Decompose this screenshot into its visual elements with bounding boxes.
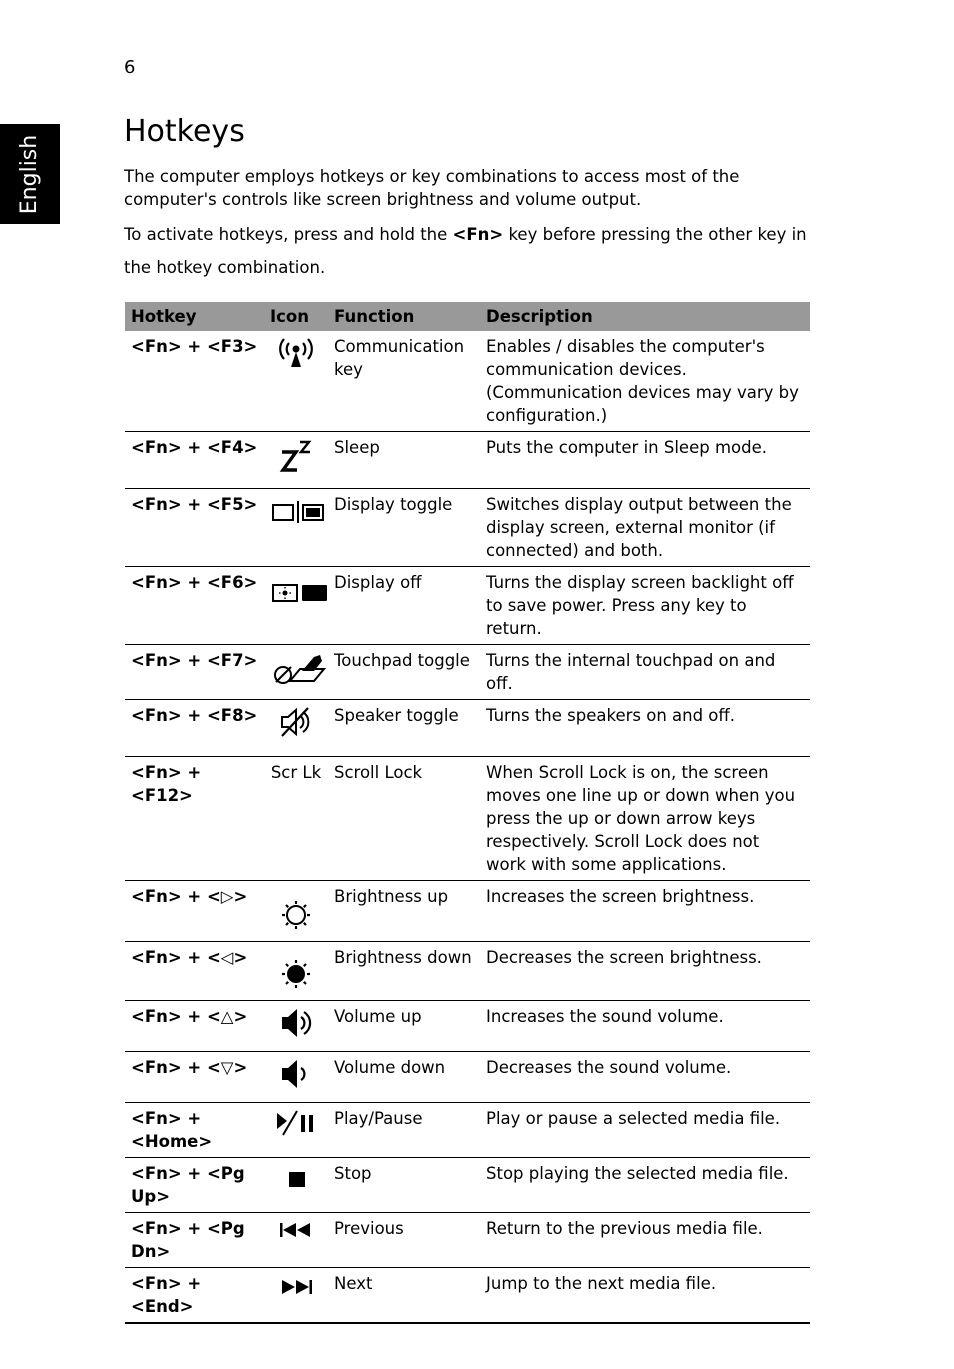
brightness-up-icon — [276, 885, 316, 931]
function-cell: Brightness up — [328, 881, 480, 942]
hotkey-cell: <Fn> + <◁> — [125, 942, 264, 1001]
previous-icon — [274, 1217, 318, 1243]
hotkey-cell: <Fn> + <F3> — [125, 331, 264, 432]
description-cell: When Scroll Lock is on, the screen moves one line up or down when you press the up or down arrow keys respectively. Scroll Lock does not work with some applications. — [480, 757, 810, 881]
volume-down-icon — [276, 1056, 316, 1092]
intro-text-before: To activate hotkeys, press and hold the — [124, 225, 453, 244]
function-cell: Speaker toggle — [328, 700, 480, 757]
hotkey-cell: <Fn> + <F8> — [125, 700, 264, 757]
hotkey-cell: <Fn> + <Pg Dn> — [125, 1213, 264, 1268]
function-cell: Volume down — [328, 1052, 480, 1103]
function-cell: Next — [328, 1268, 480, 1324]
function-cell: Display off — [328, 567, 480, 645]
description-cell: Increases the screen brightness. — [480, 881, 810, 942]
hotkey-cell: <Fn> + <F5> — [125, 489, 264, 567]
intro-paragraph-1: The computer employs hotkeys or key combinations to access most of the computer's controls like screen brightness and volume output. — [124, 167, 740, 209]
hotkey-cell: <Fn> + <▷> — [125, 881, 264, 942]
header-icon: Icon — [264, 302, 328, 331]
function-cell: Scroll Lock — [328, 757, 480, 881]
hotkey-cell: <Fn> + <△> — [125, 1001, 264, 1052]
hotkey-cell: <Fn> + <F12> — [125, 757, 264, 881]
intro-text — [124, 165, 814, 284]
description-cell: Increases the sound volume. — [480, 1001, 810, 1052]
communication-icon — [276, 335, 316, 371]
hotkeys-table — [125, 302, 810, 1324]
hotkey-cell: <Fn> + <F7> — [125, 645, 264, 700]
description-cell: Puts the computer in Sleep mode. — [480, 432, 810, 489]
table-row — [125, 432, 810, 489]
description-cell: Turns the internal touchpad on and off. — [480, 645, 810, 700]
hotkey-cell: <Fn> + <Pg Up> — [125, 1158, 264, 1213]
stop-icon — [276, 1162, 316, 1192]
description-cell: Decreases the screen brightness. — [480, 942, 810, 1001]
table-row — [125, 1213, 810, 1268]
display-off-icon — [270, 571, 330, 605]
description-cell: Turns the speakers on and off. — [480, 700, 810, 757]
table-row — [125, 1052, 810, 1103]
table-row — [125, 942, 810, 1001]
function-cell: Previous — [328, 1213, 480, 1268]
table-row — [125, 1103, 810, 1158]
language-side-tab — [0, 124, 60, 224]
page-title: Hotkeys — [124, 114, 245, 149]
hotkey-cell: <Fn> + <▽> — [125, 1052, 264, 1103]
table-row — [125, 881, 810, 942]
description-cell: Switches display output between the display screen, external monitor (if connected) and both. — [480, 489, 810, 567]
table-row — [125, 700, 810, 757]
header-hotkey: Hotkey — [125, 302, 264, 331]
display-toggle-icon — [270, 493, 326, 527]
table-row — [125, 1268, 810, 1324]
description-cell: Enables / disables the computer's communication devices. (Communication devices may vary by configuration.) — [480, 331, 810, 432]
table-row — [125, 757, 810, 881]
intro-text-after: key before pressing the other key in the hotkey combination. — [124, 225, 807, 277]
header-function: Function — [328, 302, 480, 331]
table-row — [125, 1001, 810, 1052]
hotkey-cell: <Fn> + <Home> — [125, 1103, 264, 1158]
function-cell: Communication key — [328, 331, 480, 432]
scroll-lock-icon-text: Scr Lk — [270, 763, 322, 782]
function-cell: Sleep — [328, 432, 480, 489]
hotkey-cell: <Fn> + <F4> — [125, 432, 264, 489]
hotkey-cell: <Fn> + <End> — [125, 1268, 264, 1324]
volume-up-icon — [276, 1005, 316, 1041]
function-cell: Play/Pause — [328, 1103, 480, 1158]
language-label: English — [17, 134, 43, 214]
table-header-row — [125, 302, 810, 331]
description-cell: Play or pause a selected media file. — [480, 1103, 810, 1158]
description-cell: Stop playing the selected media file. — [480, 1158, 810, 1213]
description-cell: Decreases the sound volume. — [480, 1052, 810, 1103]
page-number: 6 — [124, 57, 136, 78]
table-row — [125, 567, 810, 645]
speaker-toggle-icon — [276, 704, 316, 740]
table-row — [125, 645, 810, 700]
description-cell: Jump to the next media file. — [480, 1268, 810, 1324]
header-description: Description — [480, 302, 810, 331]
function-cell: Stop — [328, 1158, 480, 1213]
function-cell: Display toggle — [328, 489, 480, 567]
description-cell: Turns the display screen backlight off to save power. Press any key to return. — [480, 567, 810, 645]
play-pause-icon — [273, 1107, 319, 1139]
function-cell: Volume up — [328, 1001, 480, 1052]
intro-paragraph-2 — [124, 218, 814, 284]
touchpad-toggle-icon — [270, 649, 328, 689]
description-cell: Return to the previous media file. — [480, 1213, 810, 1268]
table-row — [125, 331, 810, 432]
fn-key-label: <Fn> — [452, 225, 504, 244]
sleep-icon — [276, 436, 316, 476]
function-cell: Brightness down — [328, 942, 480, 1001]
function-cell: Touchpad toggle — [328, 645, 480, 700]
hotkey-cell: <Fn> + <F6> — [125, 567, 264, 645]
table-row — [125, 1158, 810, 1213]
table-row — [125, 489, 810, 567]
brightness-down-icon — [276, 946, 316, 990]
next-icon — [274, 1272, 318, 1298]
